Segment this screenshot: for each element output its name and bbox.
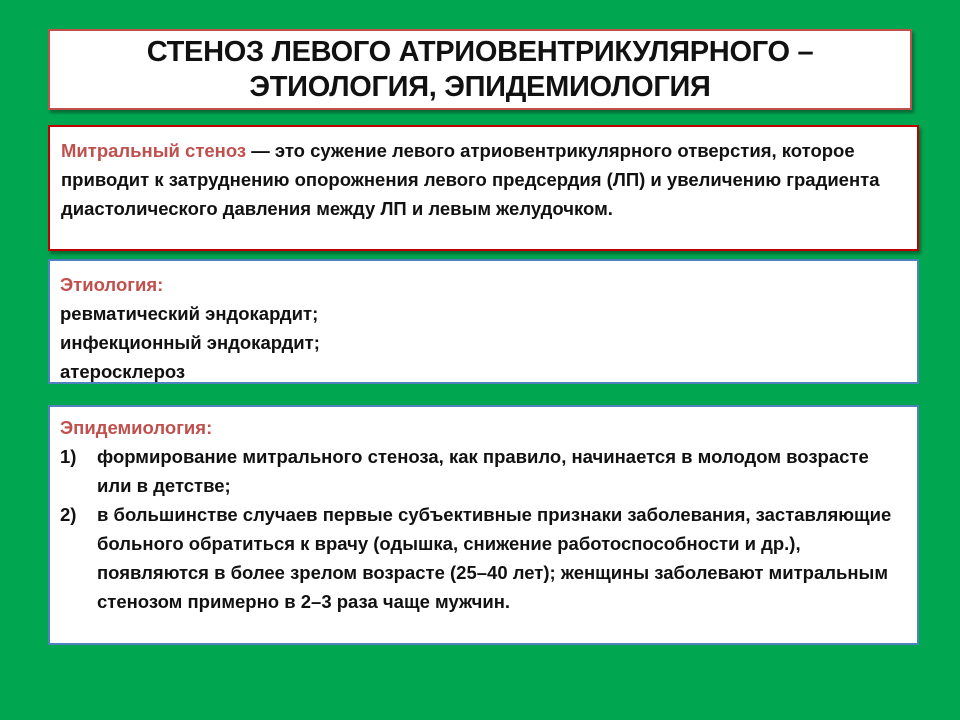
epidemiology-item-text: формирование митрального стеноза, как правило, начинается в молодом возрасте или в детстве; [97,446,869,496]
etiology-box [48,259,919,384]
epidemiology-heading: Эпидемиология: [60,417,213,438]
epidemiology-item-text: в большинстве случаев первые субъективные признаки заболевания, заставляющие больного обратиться к врачу (одышка, снижение работоспособности и др.), появляются в более зрелом возрасте (25–40 лет); женщины заболевают митральным стенозом примерно в 2–3 раза чаще мужчин. [97,504,892,612]
etiology-item: атеросклероз [60,361,186,382]
definition-box [48,125,919,251]
slide-title-box [48,29,912,110]
etiology-heading: Этиология: [60,274,164,295]
epidemiology-item [60,442,907,500]
etiology-item: ревматический эндокардит; [60,303,319,324]
definition-paragraph [61,136,907,223]
definition-term: Митральный стеноз [61,140,247,161]
slide-title-line-2: ЭТИОЛОГИЯ, ЭПИДЕМИОЛОГИЯ [249,70,711,103]
definition-text: — это сужение левого атриовентрикулярного отверстия, которое приводит к затруднению опорожнения левого предсердия (ЛП) и увеличению градиента диастолического давления между ЛП и левым желудочком. [61,140,880,219]
etiology-item: инфекционный эндокардит; [60,332,320,353]
epidemiology-item-number: 2) [60,504,77,525]
epidemiology-item-number: 1) [60,446,77,467]
epidemiology-box [48,405,919,645]
slide-title-line-1: СТЕНОЗ ЛЕВОГО АТРИОВЕНТРИКУЛЯРНОГО – [146,35,814,68]
epidemiology-item [60,500,907,616]
